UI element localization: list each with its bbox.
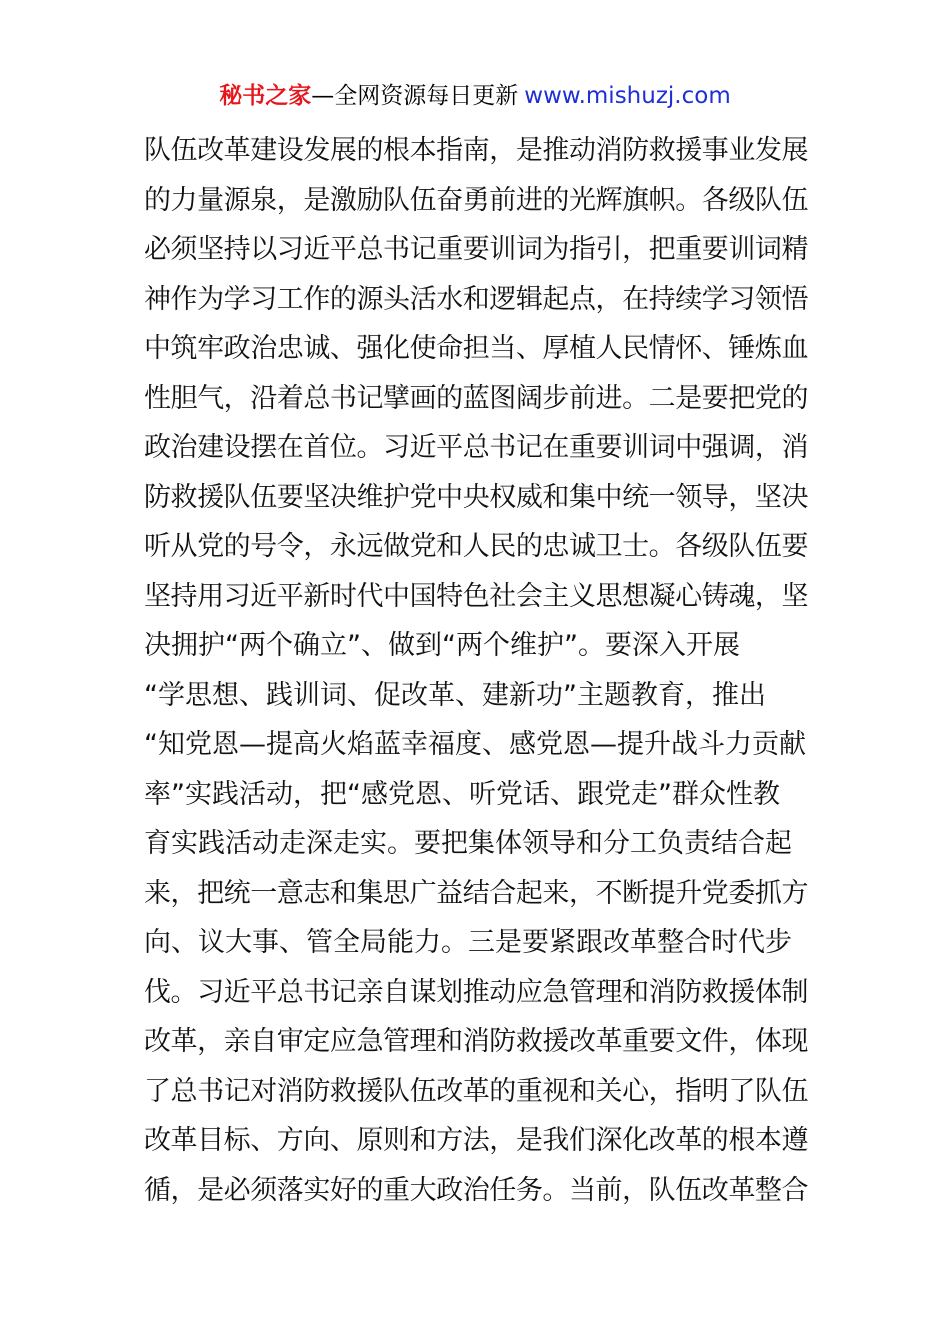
body-text-line: 向、议大事、管全局能力。三是要紧跟改革整合时代步 <box>144 927 792 958</box>
body-text-line: 改革目标、方向、原则和方法，是我们深化改革的根本遵 <box>144 1125 808 1156</box>
body-text-line: 决拥护“两个确立”、做到“两个维护”。要深入开展 <box>144 630 740 661</box>
body-text-line: 性胆气，沿着总书记擘画的蓝图阔步前进。二是要把党的 <box>144 382 808 414</box>
site-url-link[interactable]: www.mishuzj.com <box>524 83 731 109</box>
header-tagline: —全网资源每日更新 <box>311 83 519 109</box>
body-text-line: 神作为学习工作的源头活水和逻辑起点，在持续学习领悟 <box>144 283 808 315</box>
body-text-line: 防救援队伍要坚决维护党中央权威和集中统一领导，坚决 <box>144 481 808 513</box>
body-text-line: 队伍改革建设发展的根本指南，是推动消防救援事业发展 <box>144 135 808 166</box>
body-text-line: 必须坚持以习近平总书记重要训词为指引，把重要训词精 <box>144 234 808 265</box>
body-text-line: “知党恩—提高火焰蓝幸福度、感党恩—提升战斗力贡献 <box>144 729 806 760</box>
body-text-line: 的力量源泉，是激励队伍奋勇前进的光辉旗帜。各级队伍 <box>144 184 808 216</box>
body-text-line: 中筑牢政治忠诚、强化使命担当、厚植人民情怀、锤炼血 <box>144 333 808 364</box>
body-text-line: 坚持用习近平新时代中国特色社会主义思想凝心铸魂，坚 <box>144 580 808 612</box>
body-text-line: 伐。习近平总书记亲自谋划推动应急管理和消防救援体制 <box>144 976 808 1008</box>
brand-name: 秘书之家 <box>219 83 312 109</box>
body-text-line: 了总书记对消防救援队伍改革的重视和关心，指明了队伍 <box>144 1075 808 1107</box>
body-text-line: 率”实践活动，把“感党恩、听党话、跟党走”群众性教 <box>144 778 780 810</box>
body-text-line: 循，是必须落实好的重大政治任务。当前，队伍改革整合 <box>144 1174 808 1206</box>
body-text-line: 来，把统一意志和集思广益结合起来，不断提升党委抓方 <box>144 877 808 909</box>
body-text-line: “学思想、践训词、促改革、建新功”主题教育，推出 <box>144 679 766 711</box>
page-header <box>0 80 950 112</box>
body-text-line: 政治建设摆在首位。习近平总书记在重要训词中强调，消 <box>144 432 808 463</box>
document-body <box>144 126 808 1215</box>
body-text-line: 改革，亲自审定应急管理和消防救援改革重要文件，体现 <box>144 1026 808 1057</box>
body-text-line: 听从党的号令，永远做党和人民的忠诚卫士。各级队伍要 <box>144 531 808 562</box>
body-text-line: 育实践活动走深走实。要把集体领导和分工负责结合起 <box>144 828 792 859</box>
